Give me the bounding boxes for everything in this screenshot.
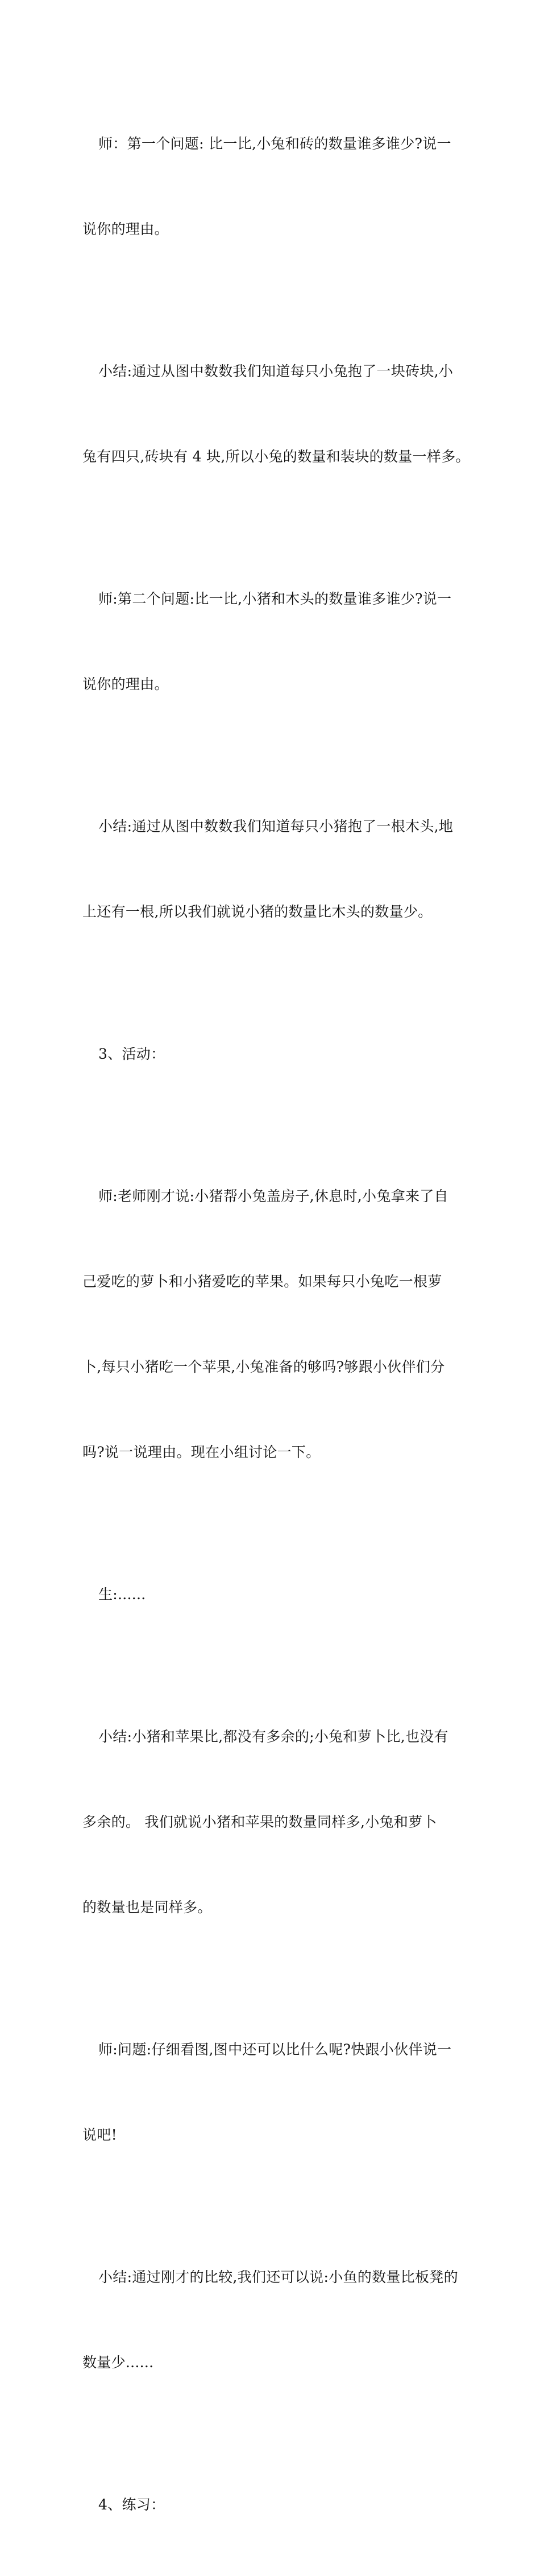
text-line: 说你的理由。	[82, 221, 169, 237]
paragraph-q3	[82, 1979, 463, 2206]
text-line: 师：第一个问题: 比一比,小兔和砖的数量谁多谁少?说一	[98, 135, 451, 152]
text-line: 上还有一根,所以我们就说小猪的数量比木头的数量少。	[82, 903, 433, 920]
text-line: 小结:通过刚才的比较,我们还可以说:小鱼的数量比板凳的	[98, 2269, 458, 2285]
text-line: 己爱吃的萝卜和小猪爱吃的苹果。如果每只小兔吃一根萝	[82, 1273, 442, 1290]
text-line: 小结:通过从图中数数我们知道每只小猪抱了一根木头,地	[98, 818, 454, 835]
text-line: 3、活动：	[98, 1046, 165, 1062]
text-line: 多余的。 我们就说小猪和苹果的数量同样多,小兔和萝卜	[82, 1814, 437, 1830]
paragraph-q2	[82, 528, 463, 756]
text-line: 说吧!	[82, 2127, 117, 2143]
text-line: 生:......	[98, 1586, 146, 1603]
paragraph-summary-1	[82, 300, 470, 528]
section-heading-practice	[82, 2434, 463, 2576]
text-line: 小结:小猪和苹果比,都没有多余的;小兔和萝卜比,也没有	[98, 1728, 448, 1745]
document-page	[82, 73, 470, 2576]
text-line: 数量少......	[82, 2354, 154, 2371]
paragraph-summary-4	[82, 2206, 463, 2434]
paragraph-activity-teacher	[82, 1125, 463, 1524]
text-line: 卜,每只小猪吃一个苹果,小兔准备的够吗?够跟小伙伴们分	[82, 1359, 445, 1375]
text-line: 师:问题:仔细看图,图中还可以比什么呢?快跟小伙伴说一	[98, 2041, 452, 2058]
text-line: 师:第二个问题:比一比,小猪和木头的数量谁多谁少?说一	[98, 591, 452, 607]
text-line: 4、练习：	[98, 2496, 165, 2513]
paragraph-student	[82, 1524, 463, 1666]
section-heading-activity	[82, 983, 463, 1125]
paragraph-summary-2	[82, 756, 463, 983]
paragraph-summary-3	[82, 1666, 463, 1979]
text-line: 说你的理由。	[82, 676, 169, 692]
text-line: 兔有四只,砖块有 4 块,所以小兔的数量和装块的数量一样多。	[82, 448, 470, 465]
text-line: 吗?说一说理由。现在小组讨论一下。	[82, 1444, 321, 1460]
text-line: 小结:通过从图中数数我们知道每只小兔抱了一块砖块,小	[98, 363, 454, 379]
text-line: 的数量也是同样多。	[82, 1899, 212, 1916]
paragraph-q1	[82, 73, 463, 300]
text-line: 师:老师刚才说:小猪帮小兔盖房子,休息时,小兔拿来了自	[98, 1188, 448, 1204]
